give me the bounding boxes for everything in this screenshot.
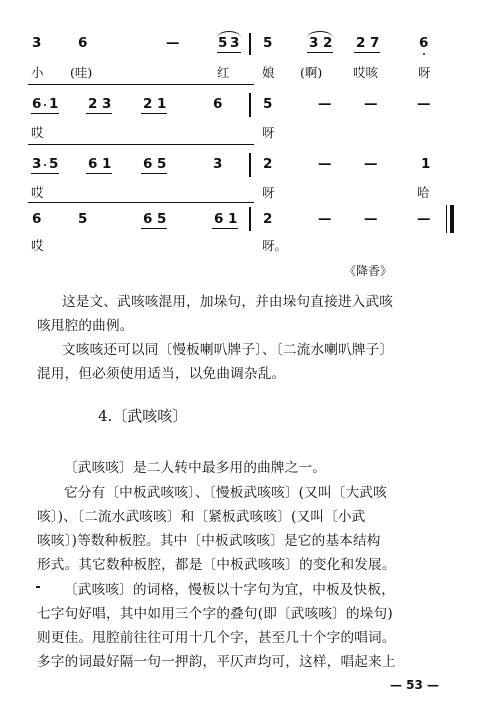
- underline-mark: [141, 173, 167, 174]
- note: —: [417, 96, 431, 112]
- note: 6: [143, 211, 153, 227]
- staff-divider: [28, 144, 254, 145]
- page-number: — 53 —: [390, 678, 440, 692]
- lyric: (哇): [70, 65, 93, 80]
- lyric: 哎: [31, 185, 44, 200]
- lyric: 呀。: [262, 238, 288, 253]
- note: —: [364, 96, 378, 112]
- note: 7: [370, 35, 380, 51]
- note: 3: [213, 156, 223, 172]
- barline: [249, 33, 251, 55]
- note: 1: [421, 156, 431, 172]
- note: 2: [323, 35, 333, 51]
- section-line-4: 咳咳〕)等数种板腔。其中〔中板武咳咳〕是它的基本结构: [37, 533, 381, 549]
- rhythm-dot: [44, 104, 46, 106]
- note: —: [318, 156, 332, 172]
- note: 1: [49, 96, 59, 112]
- paragraph-2-line-2: 混用，但必须使用适当，以免曲调杂乱。: [37, 366, 286, 382]
- note: 5: [218, 35, 228, 51]
- lyric: 呀: [262, 125, 275, 140]
- note: 3: [32, 35, 42, 51]
- lyric: (啊): [300, 65, 323, 80]
- underline-mark: [212, 228, 238, 229]
- underline-mark: [307, 52, 333, 53]
- note: 6: [88, 156, 98, 172]
- barline: [249, 207, 251, 231]
- note: —: [417, 211, 431, 227]
- paragraph-2-line-1: 文咳咳还可以同〔慢板喇叭牌子〕、〔二流水喇叭牌子〕: [62, 342, 394, 358]
- octave-dot: [423, 53, 425, 55]
- final-barline-thick: [450, 205, 454, 233]
- underline-mark: [31, 173, 59, 174]
- note: 2: [88, 96, 98, 112]
- song-source: 《降香》: [344, 264, 393, 278]
- underline-mark: [217, 52, 241, 53]
- lyric: 娘: [262, 65, 275, 80]
- note: 6: [78, 35, 88, 51]
- section-line-5: 形式。其它数种板腔，都是〔中板武咳咳〕的变化和发展。: [37, 557, 396, 573]
- note: 5: [49, 156, 59, 172]
- note: 5: [157, 211, 167, 227]
- note: —: [364, 211, 378, 227]
- note: 5: [78, 211, 88, 227]
- note: —: [364, 156, 378, 172]
- underline-mark: [141, 228, 167, 229]
- section-line-8: 则更佳。甩腔前往往可用十几个字，甚至几十个字的唱词。: [37, 630, 396, 646]
- section-line-6: 〔武咳咳〕的词格，慢板以十字句为宜，中板及快板，: [64, 582, 396, 598]
- final-barline-thin: [446, 205, 447, 233]
- lyric: 哎咳: [353, 65, 379, 80]
- lyric: 小: [31, 65, 44, 80]
- section-line-9: 多字的词最好隔一句一押韵，平仄声均可，这样，唱起来上: [37, 654, 396, 670]
- note: 2: [263, 211, 273, 227]
- underline-mark: [141, 113, 167, 114]
- barline: [249, 93, 251, 117]
- underline-mark: [86, 113, 112, 114]
- section-line-7: 七字句好唱，其中如用三个字的叠句(即〔武咳咳〕的垛句): [37, 606, 393, 622]
- section-heading: 4.〔武咳咳〕: [98, 407, 188, 425]
- note: 3: [309, 35, 319, 51]
- note: 6: [419, 35, 429, 51]
- note: 3: [32, 156, 42, 172]
- slur-mark: [307, 31, 333, 38]
- note: 1: [102, 156, 112, 172]
- note: 6: [143, 156, 153, 172]
- note: 5: [263, 35, 273, 51]
- note: 1: [157, 96, 167, 112]
- note: 6: [32, 211, 42, 227]
- barline: [249, 153, 251, 177]
- paragraph-1-line-2: 咳甩腔的曲例。: [37, 318, 134, 334]
- note: 3: [102, 96, 112, 112]
- staff-divider: [28, 202, 254, 203]
- lyric: 红: [217, 65, 230, 80]
- underline-mark: [31, 113, 59, 114]
- staff-divider: [28, 84, 254, 85]
- note: 5: [263, 96, 273, 112]
- note: 5: [157, 156, 167, 172]
- section-line-3: 咳〕)、〔二流水武咳咳〕和〔紧板武咳咳〕(又叫〔小武: [37, 509, 366, 525]
- margin-mark: [36, 586, 40, 588]
- note: 3: [230, 35, 240, 51]
- paragraph-1-line-1: 这是文、武咳咳混用，加垛句，并由垛句直接进入武咳: [62, 294, 394, 310]
- note: —: [166, 35, 180, 51]
- note: 6: [213, 96, 223, 112]
- slur-mark: [217, 31, 241, 38]
- lyric: 呀: [418, 65, 431, 80]
- rhythm-dot: [44, 164, 46, 166]
- lyric: 呀: [262, 185, 275, 200]
- note: —: [318, 211, 332, 227]
- lyric: 哎: [31, 125, 44, 140]
- section-line-2: 它分有〔中板武咳咳〕、〔慢板武咳咳〕(又叫〔大武咳: [64, 485, 387, 501]
- note: 2: [143, 96, 153, 112]
- lyric: 哈: [417, 185, 430, 200]
- note: 6: [32, 96, 42, 112]
- note: 2: [263, 156, 273, 172]
- section-line-1: 〔武咳咳〕是二人转中最多用的曲牌之一。: [64, 460, 327, 476]
- lyric: 哎: [31, 238, 44, 253]
- underline-mark: [354, 52, 380, 53]
- note: —: [318, 96, 332, 112]
- note: 1: [228, 211, 238, 227]
- note: 6: [214, 211, 224, 227]
- underline-mark: [86, 173, 112, 174]
- note: 2: [356, 35, 366, 51]
